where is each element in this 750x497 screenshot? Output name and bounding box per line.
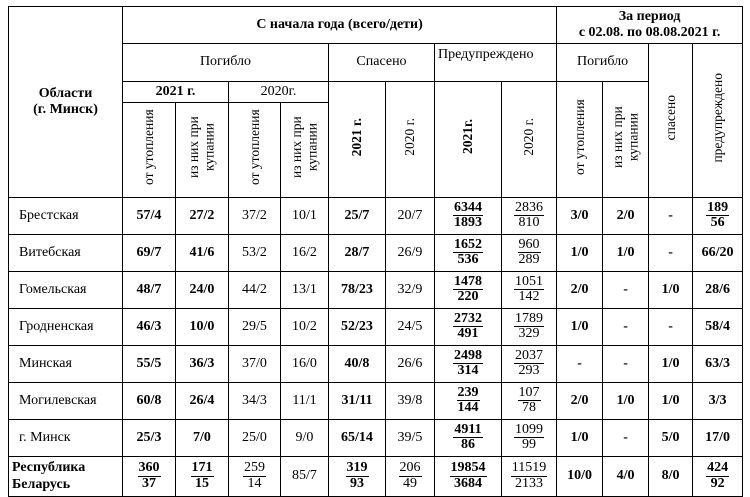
- value-cell: 37/2: [229, 198, 281, 235]
- value-cell: [502, 235, 557, 272]
- value-cell: 44/2: [229, 272, 281, 309]
- value-cell: 1/0: [649, 383, 693, 420]
- total-frac: [399, 461, 422, 491]
- frac-num: 960: [518, 236, 540, 252]
- died-2020-drown-header: [229, 103, 281, 198]
- frac: [453, 423, 482, 453]
- frac-num: 171: [191, 460, 213, 476]
- year-2020-header: 2020г.: [229, 82, 329, 103]
- region-name: Витебская: [9, 235, 123, 272]
- value-cell: [435, 235, 502, 272]
- frac-den: 3684: [454, 475, 482, 491]
- frac-den: 37: [142, 475, 156, 491]
- total-cell: [176, 457, 229, 497]
- total-frac: [138, 461, 161, 491]
- total-cell: [435, 457, 502, 497]
- frac: [514, 349, 544, 379]
- died-header: Погибло: [123, 44, 329, 82]
- frac-den: 92: [710, 475, 725, 491]
- value-cell: 1/0: [649, 346, 693, 383]
- value-cell: [435, 346, 502, 383]
- region-row: [9, 420, 743, 457]
- value-cell: 10/2: [281, 309, 329, 346]
- value-cell: 11/1: [281, 383, 329, 420]
- prevented-2021-header: [435, 82, 502, 198]
- value-cell: 27/2: [176, 198, 229, 235]
- value-cell: 25/0: [229, 420, 281, 457]
- value-cell: 48/7: [123, 272, 176, 309]
- died-2021-swim-header: [176, 103, 229, 198]
- total-cell: 8/0: [649, 457, 693, 497]
- frac-num: 11519: [511, 460, 547, 476]
- prevented-2020-text: 2020 г.: [521, 118, 537, 156]
- value-cell: 24/0: [176, 272, 229, 309]
- frac-num: 189: [707, 199, 729, 215]
- region-name: Могилевская: [9, 383, 123, 420]
- saved-header: Спасено: [329, 44, 435, 82]
- value-cell: 17/0: [693, 420, 743, 457]
- frac-den: 1893: [454, 215, 482, 231]
- value-cell: 13/1: [281, 272, 329, 309]
- region-row: [9, 383, 743, 420]
- frac-den: 2133: [515, 475, 544, 491]
- value-cell: -: [649, 309, 693, 346]
- frac-num: 107: [518, 384, 540, 400]
- frac-num: 2037: [515, 347, 544, 363]
- frac-den: 810: [518, 215, 540, 231]
- frac-den: 144: [457, 400, 479, 416]
- value-cell: 5/0: [649, 420, 693, 457]
- value-cell: 41/6: [176, 235, 229, 272]
- value-cell: 37/0: [229, 346, 281, 383]
- total-cell: [693, 457, 743, 497]
- region-column-header: [9, 7, 123, 198]
- total-cell: [329, 457, 386, 497]
- period-prevented-text: предупреждено: [709, 73, 725, 163]
- frac: [514, 423, 544, 453]
- value-cell: 39/8: [386, 383, 435, 420]
- saved-2021-text: 2021 г.: [349, 117, 365, 157]
- region-row: [9, 235, 743, 272]
- value-cell: 25/7: [329, 198, 386, 235]
- value-cell: 10/0: [176, 309, 229, 346]
- frac-den: 289: [518, 252, 540, 268]
- frac: [514, 201, 544, 231]
- since-year-start-header: С начала года (всего/дети): [123, 7, 557, 44]
- value-cell: 1/0: [557, 235, 603, 272]
- value-cell: 53/2: [229, 235, 281, 272]
- died-2020-drown-text: от утопления: [246, 109, 262, 186]
- period-header-text: За период с 02.08. по 08.08.2021 г.: [578, 8, 721, 40]
- value-cell: [502, 309, 557, 346]
- value-cell: [502, 383, 557, 420]
- died-2021-drown-text: от утопления: [141, 109, 157, 186]
- total-frac: [706, 461, 729, 491]
- period-drown-text: от утопления: [571, 99, 587, 175]
- region-name: Гомельская: [9, 272, 123, 309]
- frac-num: 19854: [450, 460, 486, 476]
- value-cell: [435, 420, 502, 457]
- value-cell: 2/0: [557, 383, 603, 420]
- region-name: Минская: [9, 346, 123, 383]
- value-cell: 25/3: [123, 420, 176, 457]
- value-cell: 2/0: [603, 198, 649, 235]
- value-cell: -: [603, 346, 649, 383]
- region-column-header-text: Области (г. Минск): [33, 85, 98, 117]
- value-cell: [502, 272, 557, 309]
- region-name: Брестская: [9, 198, 123, 235]
- total-frac: [243, 461, 266, 491]
- died-2020-swim-text: из них при купании: [288, 116, 320, 179]
- value-cell: 1/0: [557, 420, 603, 457]
- frac-num: 1478: [454, 273, 482, 289]
- period-saved-header: [649, 44, 693, 198]
- value-cell: -: [603, 272, 649, 309]
- value-cell: 3/3: [693, 383, 743, 420]
- value-cell: 40/8: [329, 346, 386, 383]
- frac: [453, 312, 483, 342]
- frac-den: 293: [518, 363, 540, 379]
- total-frac: [511, 461, 547, 491]
- value-cell: -: [603, 309, 649, 346]
- frac-den: 314: [457, 363, 479, 379]
- frac-num: 1652: [454, 236, 482, 252]
- value-cell: [435, 198, 502, 235]
- region-name: Гродненская: [9, 309, 123, 346]
- prevented-header: Предупреждено: [435, 44, 557, 82]
- died-2021-swim-text: из них при купании: [186, 116, 217, 179]
- region-row: [9, 309, 743, 346]
- frac-den: 15: [195, 475, 209, 491]
- value-cell: [435, 272, 502, 309]
- frac-num: 424: [707, 460, 729, 476]
- value-cell: 29/5: [229, 309, 281, 346]
- region-name: г. Минск: [9, 420, 123, 457]
- period-header: [557, 7, 743, 44]
- total-cell: [229, 457, 281, 497]
- period-died-header: Погибло: [557, 44, 649, 82]
- frac-den: 536: [457, 252, 479, 268]
- frac-num: 1099: [515, 421, 544, 437]
- region-row: [9, 272, 743, 309]
- frac: [457, 386, 480, 416]
- total-row: [9, 457, 743, 497]
- period-swim-header: [603, 82, 649, 198]
- died-2021-drown-header: [123, 103, 176, 198]
- value-cell: -: [603, 420, 649, 457]
- value-cell: 69/7: [123, 235, 176, 272]
- frac-den: 99: [522, 437, 537, 453]
- value-cell: 28/7: [329, 235, 386, 272]
- frac: [514, 275, 544, 305]
- value-cell: 28/6: [693, 272, 743, 309]
- frac-den: 78: [522, 400, 537, 416]
- value-cell: [693, 198, 743, 235]
- value-cell: 63/3: [693, 346, 743, 383]
- value-cell: [502, 346, 557, 383]
- frac: [453, 275, 483, 305]
- frac-num: 360: [138, 460, 160, 476]
- value-cell: 16/0: [281, 346, 329, 383]
- frac-num: 1789: [515, 310, 544, 326]
- value-cell: [435, 309, 502, 346]
- saved-2020-text: 2020 г.: [402, 118, 418, 156]
- total-frac: [191, 461, 214, 491]
- period-prevented-header: [693, 44, 743, 198]
- value-cell: 31/11: [329, 383, 386, 420]
- region-row: [9, 198, 743, 235]
- value-cell: 55/5: [123, 346, 176, 383]
- value-cell: 26/9: [386, 235, 435, 272]
- total-cell: 10/0: [557, 457, 603, 497]
- period-saved-text: спасено: [662, 95, 678, 141]
- frac-den: 220: [457, 289, 479, 305]
- total-cell: [386, 457, 435, 497]
- frac-den: 491: [457, 326, 479, 342]
- total-cell: [502, 457, 557, 497]
- frac: [453, 238, 483, 268]
- frac: [514, 312, 544, 342]
- frac-num: 2732: [454, 310, 482, 326]
- frac-num: 2498: [454, 347, 482, 363]
- value-cell: 78/23: [329, 272, 386, 309]
- frac-num: 6344: [454, 199, 482, 215]
- value-cell: 16/2: [281, 235, 329, 272]
- value-cell: 1/0: [649, 272, 693, 309]
- value-cell: 3/0: [557, 198, 603, 235]
- year-2021-header: 2021 г.: [123, 82, 229, 103]
- frac-num: 2836: [515, 199, 544, 215]
- frac: [518, 238, 541, 268]
- value-cell: 60/8: [123, 383, 176, 420]
- value-cell: [435, 383, 502, 420]
- value-cell: -: [557, 346, 603, 383]
- value-cell: -: [649, 198, 693, 235]
- frac: [453, 349, 483, 379]
- frac-den: 86: [460, 437, 475, 453]
- frac-den: 49: [403, 475, 417, 491]
- value-cell: 10/1: [281, 198, 329, 235]
- value-cell: [502, 420, 557, 457]
- saved-2021-header: [329, 82, 386, 198]
- frac-num: 239: [457, 384, 479, 400]
- value-cell: 39/5: [386, 420, 435, 457]
- value-cell: 57/4: [123, 198, 176, 235]
- drowning-statistics-table: [8, 6, 743, 497]
- value-cell: 34/3: [229, 383, 281, 420]
- prevented-2020-header: [502, 82, 557, 198]
- value-cell: 1/0: [603, 235, 649, 272]
- frac-num: 4911: [454, 421, 482, 437]
- frac-den: 142: [518, 289, 540, 305]
- frac-num: 1051: [515, 273, 544, 289]
- frac-num: 319: [346, 460, 368, 476]
- frac-num: 259: [244, 460, 265, 476]
- frac-den: 93: [350, 475, 364, 491]
- total-cell: 4/0: [603, 457, 649, 497]
- frac-den: 329: [518, 326, 540, 342]
- value-cell: 9/0: [281, 420, 329, 457]
- total-region: Республика Беларусь: [9, 457, 123, 497]
- died-2020-swim-header: [281, 103, 329, 198]
- value-cell: [502, 198, 557, 235]
- value-cell: 65/14: [329, 420, 386, 457]
- value-cell: 52/23: [329, 309, 386, 346]
- total-frac: [450, 461, 487, 491]
- region-row: [9, 346, 743, 383]
- value-cell: 32/9: [386, 272, 435, 309]
- total-frac: [346, 461, 369, 491]
- value-cell: -: [649, 235, 693, 272]
- value-cell: 46/3: [123, 309, 176, 346]
- value-cell: 26/4: [176, 383, 229, 420]
- total-cell: 85/7: [281, 457, 329, 497]
- frac: [706, 201, 729, 231]
- value-cell: 36/3: [176, 346, 229, 383]
- value-cell: 26/6: [386, 346, 435, 383]
- value-cell: 1/0: [557, 309, 603, 346]
- saved-2020-header: [386, 82, 435, 198]
- prevented-2021-text: 2021г.: [460, 119, 476, 155]
- value-cell: 66/20: [693, 235, 743, 272]
- value-cell: 1/0: [603, 383, 649, 420]
- total-cell: [123, 457, 176, 497]
- period-swim-text: из них при купании: [610, 106, 641, 168]
- frac-num: 206: [399, 460, 421, 476]
- value-cell: 24/5: [386, 309, 435, 346]
- value-cell: 20/7: [386, 198, 435, 235]
- value-cell: 58/4: [693, 309, 743, 346]
- frac-den: 14: [247, 475, 262, 491]
- period-drown-header: [557, 82, 603, 198]
- value-cell: 7/0: [176, 420, 229, 457]
- value-cell: 2/0: [557, 272, 603, 309]
- frac-den: 56: [710, 215, 725, 231]
- frac: [453, 201, 483, 231]
- frac: [518, 386, 541, 416]
